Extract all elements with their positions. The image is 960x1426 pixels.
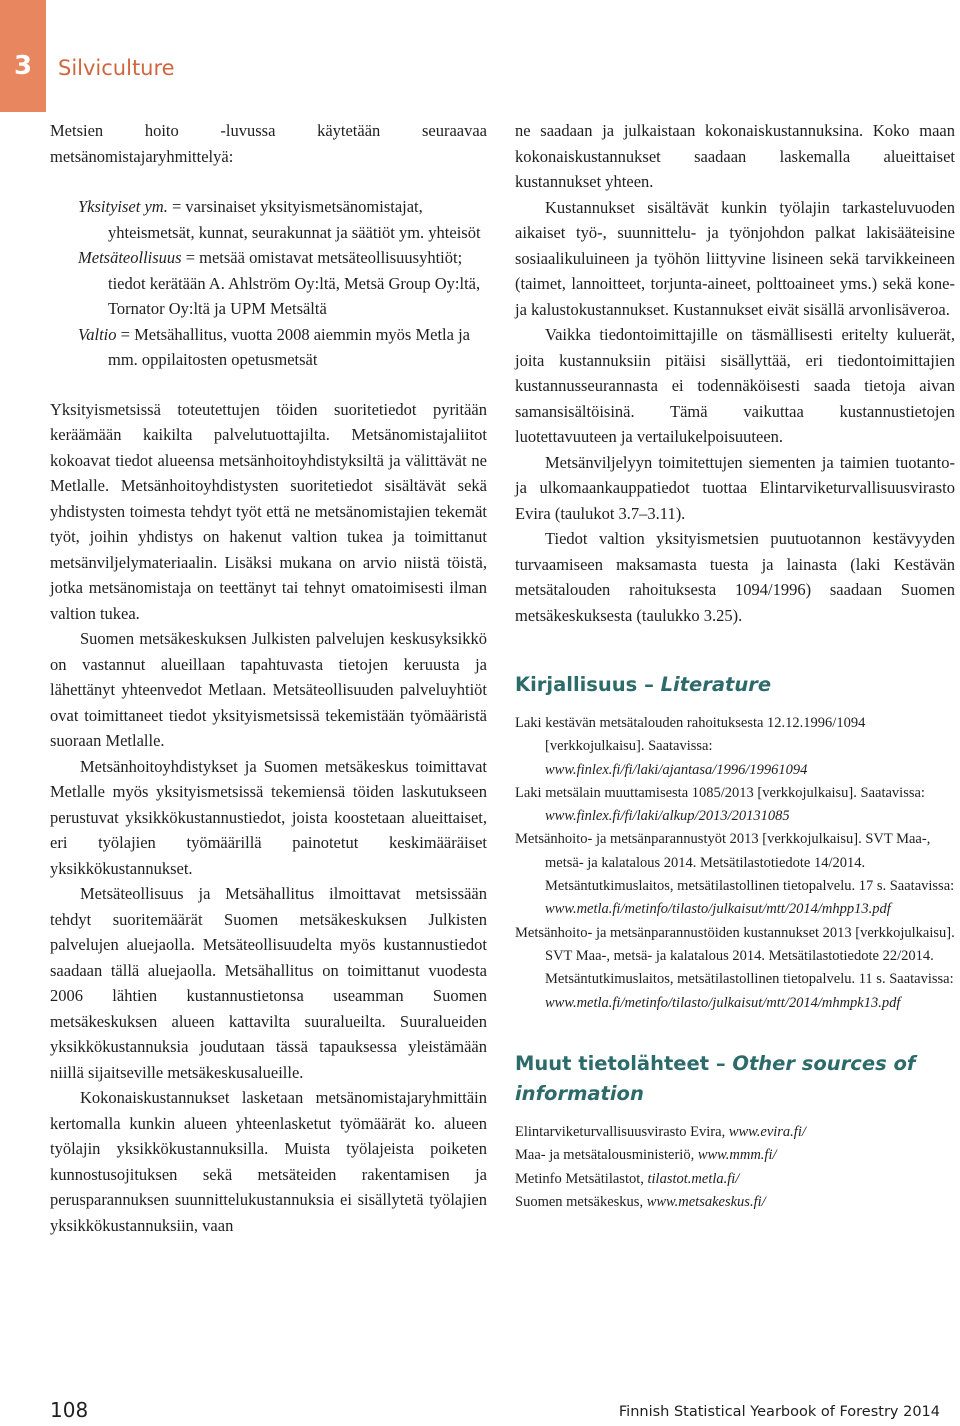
source-item	[515, 1144, 955, 1168]
publication-title: Finnish Statistical Yearbook of Forestry 2014	[618, 1404, 940, 1420]
definition-term: Valtio	[78, 324, 117, 344]
source-link[interactable]: www.metsakeskus.fi/	[646, 1194, 766, 1211]
reference-text: Laki metsälain muuttamisesta 1085/2013 [verkkojulkaisu]. Saatavissa:	[515, 784, 925, 801]
chapter-title: Silviculture	[58, 56, 175, 80]
source-name: Metinfo Metsätilastot,	[515, 1170, 648, 1187]
reference-list	[515, 712, 955, 1015]
body-paragraph: ne saadaan ja julkaistaan kokonaiskustannuksina. Koko maan kokonaiskustannukset saadaan laskemalla alueittaiset kustannukset yhteen.	[515, 121, 955, 191]
reference-item	[515, 922, 955, 1015]
source-item	[515, 1191, 955, 1215]
chapter-tab	[0, 0, 46, 112]
body-paragraph: Suomen metsäkeskuksen Julkisten palvelujen keskusyksikkö on vastannut alueillaan tapahtuvasta tietojen keruusta ja lähettänyt yhteenvedot Metlaan. Metsäteollisuuden palveluyhtiöt ovat toimittaneet tiedot yksityismetsissä tekemistään työmääristä suoraan Metlalle.	[50, 629, 487, 750]
reference-link[interactable]: www.finlex.fi/fi/laki/ajantasa/1996/19961094	[545, 761, 808, 778]
page-number: 108	[50, 1398, 89, 1422]
chapter-number: 3	[14, 51, 33, 81]
body-paragraph: Vaikka tiedontoimittajille on täsmällisesti eritelty kuluerät, joita kustannuksiin pitäisi sisällyttää, eri tiedontoimittajien kustannusseurannasta ei todennäköisesti saada tietoja aivan samansisältöisinä. Tämä vaikuttaa kustannustietojen luotettavuuteen ja vertailukelpoisuuteen.	[515, 325, 955, 446]
source-name: Elintarviketurvallisuusvirasto Evira,	[515, 1123, 729, 1140]
intro-paragraph: Metsien hoito -luvussa käytetään seuraavaa metsänomistajaryhmittelyä:	[50, 121, 487, 166]
right-column	[515, 118, 955, 1215]
reference-link[interactable]: www.finlex.fi/fi/laki/alkup/2013/20131085	[545, 808, 790, 825]
other-sources-list	[515, 1121, 955, 1215]
definition-text: = Metsähallitus, vuotta 2008 aiemmin myös Metla ja mm. oppilaitosten opetusmetsät	[108, 324, 470, 369]
definition-item	[50, 194, 487, 245]
other-sources-heading-fi: Muut tietolähteet –	[515, 1051, 733, 1075]
body-paragraph: Kokonaiskustannukset lasketaan metsänomistajaryhmittäin kertomalla kunkin alueen yhteenlasketut työmäärät ko. alueen työlajin yksikkökustannuksilla. Muista työlajeista poiketen kunnostusojituksen sekä metsäteiden rakentamisen ja perusparannuksen suunnittelukustannuksia ei sisällytetä työlajien yksikkökustannuksiin, vaan	[50, 1088, 487, 1235]
body-paragraph: Tiedot valtion yksityismetsien puutuotannon kestävyyden turvaamiseen maksamasta tuesta ja lainasta (laki Kestävän metsätalouden rahoituksesta 1094/1996) saadaan Suomen metsäkeskuksesta (taulukko 3.25).	[515, 529, 955, 625]
source-link[interactable]: tilastot.metla.fi/	[647, 1170, 740, 1187]
definition-text: = metsää omistavat metsäteollisuusyhtiöt; tiedot kerätään A. Ahlström Oy:ltä, Metsä Group Oy:ltä, Tornator Oy:ltä ja UPM Metsältä	[108, 248, 481, 318]
definition-item	[50, 322, 487, 373]
definition-term: Metsäteollisuus	[78, 248, 182, 267]
source-link[interactable]: www.evira.fi/	[728, 1123, 806, 1140]
other-sources-heading-en: Other sources of information	[515, 1051, 916, 1105]
left-column	[50, 118, 487, 1238]
body-paragraph: Kustannukset sisältävät kunkin työlajin tarkasteluvuoden aikaiset työ-, suunnittelu- ja työnjohdon palkat lakisääteisine sosiaalikuluineen ja työhön liittyvine lisineen sekä tarvikkeineen (taimet, lannoitteet, torjunta-aineet, polttoaineet yms.) sekä kone- ja kalustokustannukset. Kustannukset eivät sisällä arvonlisäveroa.	[515, 197, 955, 319]
body-paragraph: Metsänhoitoyhdistykset ja Suomen metsäkeskus toimittavat Metlalle myös yksityismetsissä tekemiensä töiden laskutukseen perustuvat yksikkökustannustiedot, joista koostetaan alueittaiset, eri työlajien työmäärillä painotetut keskimääräiset yksikkökustannukset.	[50, 756, 487, 878]
literature-heading-en: Literature	[660, 673, 772, 696]
reference-link[interactable]: www.metla.fi/metinfo/tilasto/julkaisut/mtt/2014/mhmpk13.pdf	[545, 994, 901, 1011]
reference-text: Metsänhoito- ja metsänparannustöiden kustannukset 2013 [verkkojulkaisu]. SVT Maa-, metsä- ja kalatalous 2014. Metsätilastotiedote 22/2014. Metsäntutkimuslaitos, metsätilastollinen tietopalvelu. 11 s. Saatavissa:	[515, 924, 955, 988]
other-sources-heading	[515, 1049, 955, 1109]
reference-link[interactable]: www.metla.fi/metinfo/tilasto/julkaisut/mtt/2014/mhpp13.pdf	[545, 901, 891, 918]
definition-item	[50, 245, 487, 322]
definition-text: = varsinaiset yksityismetsänomistajat, yhteismetsät, kunnat, seurakunnat ja säätiöt ym. yhteisöt	[108, 197, 481, 242]
literature-heading-fi: Kirjallisuus –	[515, 673, 661, 696]
body-paragraph: Yksityismetsissä toteutettujen töiden suoritetiedot pyritään keräämään kaikilta palvelutuottajilta. Metsänomistajaliitot kokoavat tiedot alueensa metsänhoitoyhdistyksiltä ja välittävät ne Metlalle. Metsänhoitoyhdistysten suoritetiedot sisältävät sekä yhdistysten toimesta tehdyt työt että ne metsänomistajien tekemät työt, joihin yhdistys on hakenut valtion tukea ja toimittanut metsänviljelymateriaalin. Lisäksi mukana on arvio niistä töistä, jotka metsänomistaja on teettänyt tai tehnyt omatoimisesti ilman valtion tukea.	[50, 399, 487, 623]
owner-group-definitions	[50, 194, 487, 373]
source-link[interactable]: www.mmm.fi/	[697, 1147, 777, 1164]
source-name: Suomen metsäkeskus,	[515, 1194, 647, 1211]
source-item	[515, 1168, 955, 1192]
source-item	[515, 1121, 955, 1145]
source-name: Maa- ja metsätalousministeriö,	[515, 1147, 698, 1164]
literature-heading	[515, 670, 955, 700]
reference-item	[515, 828, 955, 921]
reference-item	[515, 782, 955, 829]
reference-text: Metsänhoito- ja metsänparannustyöt 2013 [verkkojulkaisu]. SVT Maa-, metsä- ja kalatalous 2014. Metsätilastotiedote 14/2014. Metsäntutkimuslaitos, metsätilastollinen tietopalvelu. 17 s. Saatavissa:	[515, 831, 955, 895]
body-paragraph: Metsäteollisuus ja Metsähallitus ilmoittavat metsissään tehdyt suoritemäärät Suomen metsäkeskuksen Julkisten palvelujen aluejaolla. Metsäteollisuudelta myös kustannustiedot saadaan tällä aluejaolla. Metsähallitus on toimittanut vuodesta 2006 lähtien kustannustietonsa useamman Suomen metsäkeskuksen alueen kattavilta suuralueilta. Suuralueiden yksikkökustannuksia joudutaan tässä tapauksessa yleistämään niillä sijaitseville metsäkeskusalueille.	[50, 884, 487, 1082]
definition-term: Yksityiset ym.	[78, 197, 168, 216]
reference-text: Laki kestävän metsätalouden rahoituksesta 12.12.1996/1094 [verkkojulkaisu]. Saatavissa:	[515, 715, 866, 755]
reference-item	[515, 712, 955, 782]
body-paragraph: Metsänviljelyyn toimitettujen siementen ja taimien tuotanto- ja ulkomaankauppatiedot tuottaa Elintarviketurvallisuusvirasto Evira (taulukot 3.7–3.11).	[515, 452, 955, 523]
